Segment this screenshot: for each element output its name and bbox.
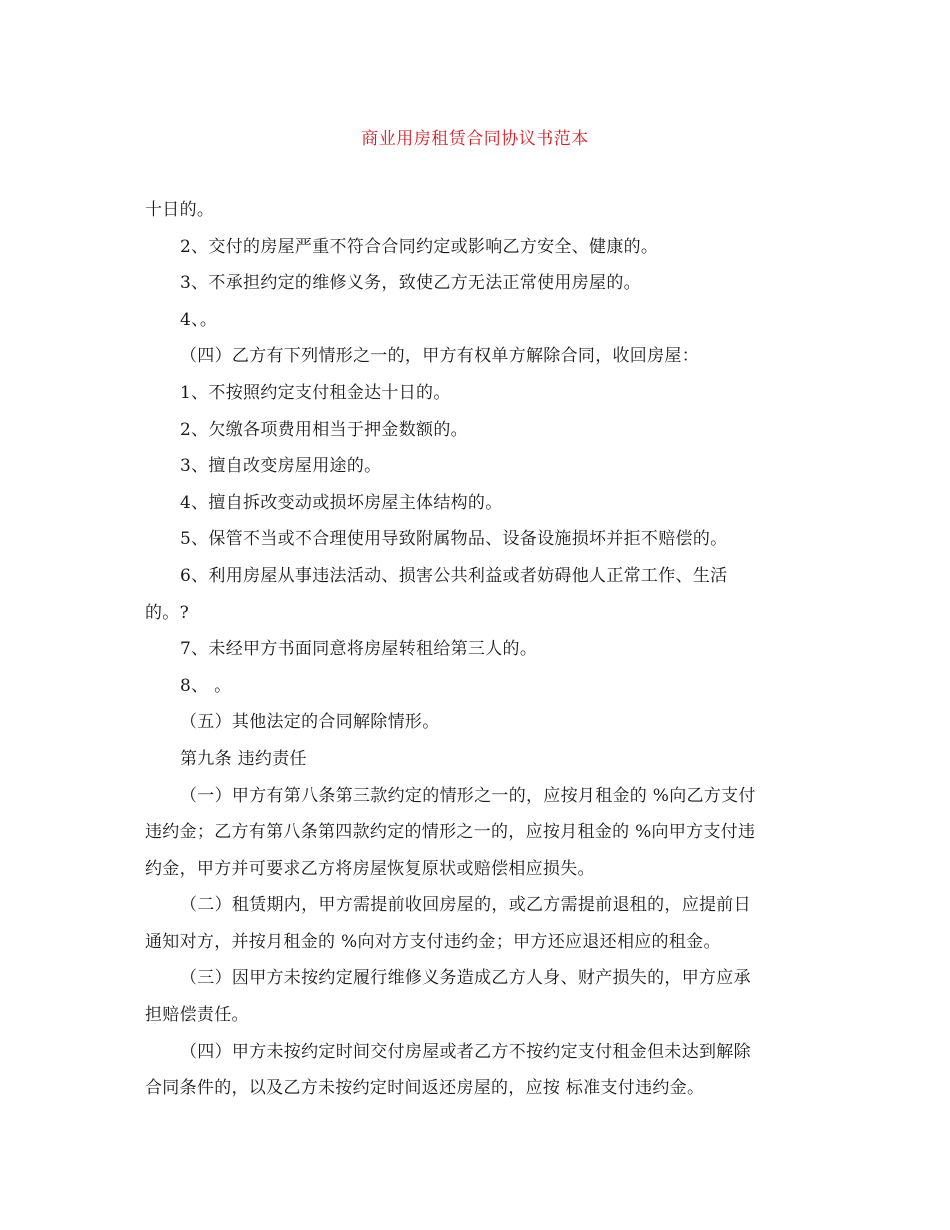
document-line: 的。? — [145, 602, 190, 623]
document-line: 1、不按照约定支付租金达十日的。 — [180, 382, 451, 403]
document-line: 4、。 — [180, 309, 218, 330]
document-line: 十日的。 — [145, 200, 215, 220]
document-line: （四）乙方有下列情形之一的，甲方有权单方解除合同，收回房屋： — [180, 346, 699, 367]
document-line: 违约金；乙方有第八条第四款约定的情形之一的，应按月租金的 %向甲方支付违 — [145, 822, 756, 843]
document-line: （一）甲方有第八条第三款约定的情形之一的，应按月租金的 %向乙方支付 — [180, 785, 756, 806]
document-line: 6、利用房屋从事违法活动、损害公共利益或者妨碍他人正常工作、生活 — [180, 565, 728, 586]
document-line: 第九条 违约责任 — [180, 748, 307, 769]
document-line: （五）其他法定的合同解除情形。 — [180, 712, 440, 733]
document-line: 4、擅自拆改变动或损坏房屋主体结构的。 — [180, 492, 503, 513]
document-line: 通知对方，并按月租金的 %向对方支付违约金；甲方还应退还相应的租金。 — [145, 931, 721, 952]
document-line: 2、欠缴各项费用相当于押金数额的。 — [180, 419, 468, 440]
document-line: 合同条件的，以及乙方未按约定时间返还房屋的，应按 标准支付违约金。 — [145, 1078, 705, 1099]
document-line: 5、保管不当或不合理使用导致附属物品、设备设施损坏并拒不赔偿的。 — [180, 529, 728, 550]
document-title: 商业用房租赁合同协议书范本 — [361, 129, 589, 149]
document-line: 3、擅自改变房屋用途的。 — [180, 456, 382, 477]
document-line: （三）因甲方未按约定履行维修义务造成乙方人身、财产损失的，甲方应承 — [180, 968, 751, 989]
document-line: 约金，甲方并可要求乙方将房屋恢复原状或赔偿相应损失。 — [145, 858, 595, 879]
document-line: 担赔偿责任。 — [145, 1005, 249, 1026]
document-body — [145, 192, 805, 1107]
document-line: （四）甲方未按约定时间交付房屋或者乙方不按约定支付租金但未达到解除 — [180, 1041, 751, 1062]
document-line: 3、不承担约定的维修义务，致使乙方无法正常使用房屋的。 — [180, 273, 641, 294]
document-line: 8、 。 — [180, 675, 232, 696]
document-line: 2、交付的房屋严重不符合合同约定或影响乙方安全、健康的。 — [180, 236, 659, 257]
document-line: （二）租赁期内，甲方需提前收回房屋的，或乙方需提前退租的，应提前日 — [180, 895, 751, 916]
document-line: 7、未经甲方书面同意将房屋转租给第三人的。 — [180, 639, 538, 660]
